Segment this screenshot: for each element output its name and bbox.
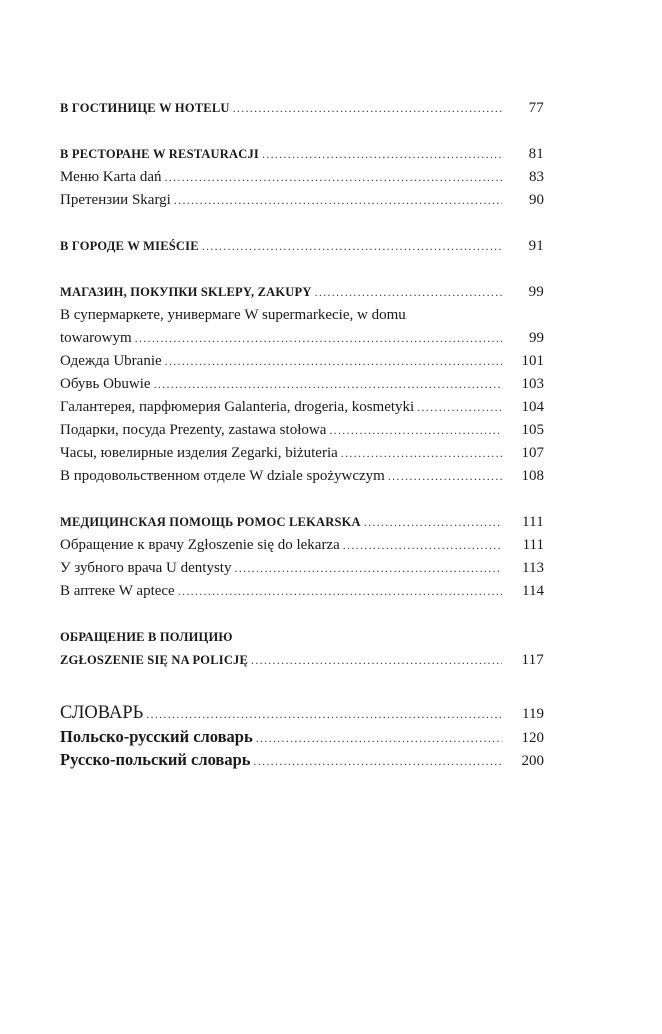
toc-entry-menu[interactable] <box>60 166 544 189</box>
toc-page-number: 111 <box>522 537 544 553</box>
toc-entry-supermarket-cont[interactable] <box>60 327 544 350</box>
leader-dots <box>165 350 502 373</box>
leader-dots <box>364 511 502 534</box>
toc-page-number: 111 <box>522 514 544 530</box>
toc-page-number: 107 <box>521 445 544 461</box>
toc-entry-haberdashery[interactable] <box>60 396 544 419</box>
toc-page-number: 104 <box>521 399 544 415</box>
leader-dots <box>165 166 503 189</box>
toc-entry-medical[interactable] <box>60 511 544 534</box>
toc-entry-title: Подарки, посуда Prezenty, zastawa stołowa <box>60 422 327 438</box>
toc-page-number: 113 <box>522 560 544 576</box>
table-of-contents <box>60 97 544 771</box>
toc-entry-restaurant[interactable] <box>60 143 544 166</box>
toc-entry-title: Галантерея, парфюмерия Galanteria, drogeria, kosmetyki <box>60 399 415 415</box>
toc-entry-title: Польско-русский словарь <box>60 727 253 746</box>
toc-entry-dentist[interactable] <box>60 557 544 580</box>
leader-dots <box>135 327 502 350</box>
toc-page-number: 108 <box>521 468 544 484</box>
toc-entry-title: МЕДИЦИНСКАЯ ПОМОЩЬ POMOC LEKARSKA <box>60 515 361 529</box>
toc-entry-pharmacy[interactable] <box>60 580 544 603</box>
toc-page-number: 91 <box>528 238 544 254</box>
toc-entry-title: В супермаркете, универмаге W supermarkecie, w domu <box>60 307 406 323</box>
toc-entry-title: Обращение к врачу Zgłoszenie się do lekarza <box>60 537 340 553</box>
toc-entry-gifts[interactable] <box>60 419 544 442</box>
leader-dots <box>256 727 502 750</box>
leader-dots <box>174 189 502 212</box>
toc-entry-title: У зубного врача U dentysty <box>60 560 232 576</box>
toc-entry-title: Часы, ювелирные изделия Zegarki, biżuteria <box>60 445 338 461</box>
toc-entry-hotel[interactable] <box>60 97 544 120</box>
toc-page-number: 114 <box>522 583 544 599</box>
toc-entry-title: В аптеке W aptece <box>60 583 175 599</box>
toc-page-number: 120 <box>521 730 544 746</box>
toc-page-number: 200 <box>521 753 544 769</box>
toc-entry-title: ОБРАЩЕНИЕ В ПОЛИЦИЮ <box>60 630 233 644</box>
toc-entry-complaints[interactable] <box>60 189 544 212</box>
toc-page-number: 105 <box>521 422 544 438</box>
toc-entry-title: СЛОВАРЬ <box>60 703 144 723</box>
toc-entry-footwear[interactable] <box>60 373 544 396</box>
leader-dots <box>146 702 502 726</box>
toc-entry-title: МАГАЗИН, ПОКУПКИ SKLEPY, ZAKUPY <box>60 285 312 299</box>
toc-entry-title: ZGŁOSZENIE SIĘ NA POLICJĘ <box>60 653 249 667</box>
toc-page-number: 81 <box>528 146 544 162</box>
toc-entry-russian-polish[interactable] <box>60 748 544 771</box>
toc-entry-police-pl[interactable] <box>60 649 544 672</box>
toc-entry-title: В ГОРОДЕ W MIEŚCIE <box>60 239 199 253</box>
leader-dots <box>202 235 502 258</box>
leader-dots <box>233 97 502 120</box>
toc-page-number: 77 <box>528 100 544 116</box>
toc-entry-title: В РЕСТОРАНЕ W RESTAURACJI <box>60 147 259 161</box>
leader-dots <box>262 143 502 166</box>
toc-entry-title: Русско-польский словарь <box>60 750 251 769</box>
toc-entry-police[interactable] <box>60 626 544 649</box>
toc-entry-title: В продовольственном отделе W dziale spożywczym <box>60 468 385 484</box>
leader-dots <box>154 373 502 396</box>
toc-entry-title: towarowym <box>60 330 132 346</box>
leader-dots <box>329 419 502 442</box>
toc-entry-clothing[interactable] <box>60 350 544 373</box>
toc-entry-title: В ГОСТИНИЦЕ W HOTELU <box>60 101 230 115</box>
toc-entry-polish-russian[interactable] <box>60 725 544 748</box>
toc-entry-jewelry[interactable] <box>60 442 544 465</box>
leader-dots <box>178 580 502 603</box>
toc-page-number: 119 <box>522 706 544 722</box>
toc-entry-city[interactable] <box>60 235 544 258</box>
leader-dots <box>341 442 502 465</box>
toc-entry-grocery[interactable] <box>60 465 544 488</box>
toc-page-number: 101 <box>521 353 544 369</box>
toc-entry-supermarket[interactable] <box>60 304 544 327</box>
leader-dots <box>234 557 502 580</box>
toc-entry-title: Обувь Obuwie <box>60 376 151 392</box>
leader-dots <box>388 465 502 488</box>
toc-entry-title: Одежда Ubranie <box>60 353 162 369</box>
toc-page-number: 117 <box>521 652 544 668</box>
leader-dots <box>315 281 502 304</box>
toc-page-number: 99 <box>529 330 544 346</box>
leader-dots <box>417 396 502 419</box>
toc-entry-dictionary[interactable] <box>60 701 544 725</box>
toc-page-number: 90 <box>529 192 544 208</box>
toc-page-number: 99 <box>528 284 544 300</box>
toc-entry-doctor[interactable] <box>60 534 544 557</box>
leader-dots <box>343 534 502 557</box>
leader-dots <box>251 649 502 672</box>
toc-entry-shopping[interactable] <box>60 281 544 304</box>
toc-entry-title: Претензии Skargi <box>60 192 171 208</box>
toc-page-number: 103 <box>521 376 544 392</box>
toc-page-number: 83 <box>529 169 544 185</box>
toc-entry-title: Меню Karta dań <box>60 169 162 185</box>
leader-dots <box>253 750 502 773</box>
